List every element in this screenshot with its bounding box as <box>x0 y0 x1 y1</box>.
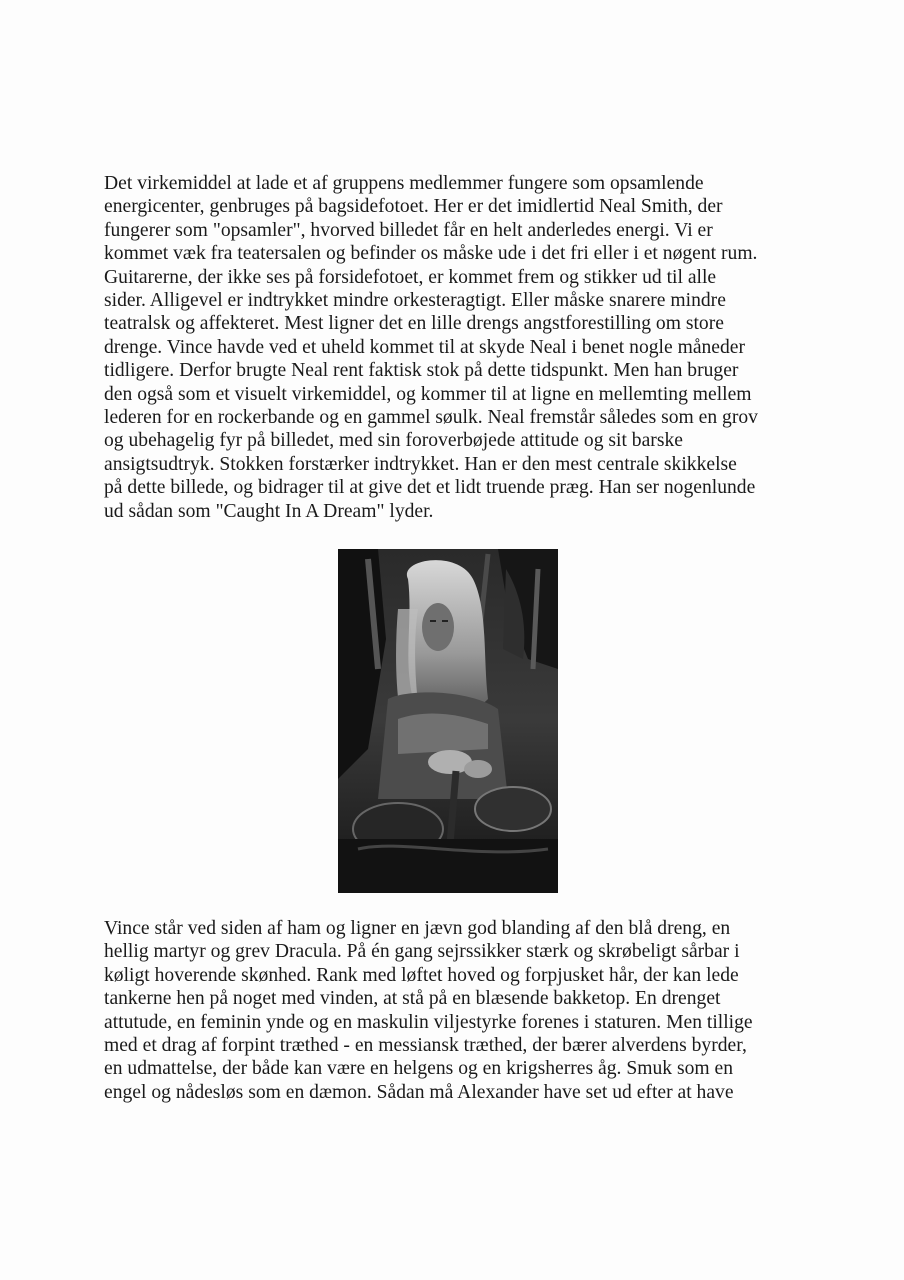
text-line: engel og nådesløs som en dæmon. Sådan må Alexander have set ud efter at have <box>104 1081 734 1103</box>
paragraph-1 <box>104 172 758 523</box>
text-line: energicenter, genbruges på bagsidefotoet. Her er det imidlertid Neal Smith, der <box>104 196 723 218</box>
text-line: attutude, en feminin ynde og en maskulin viljestyrke forenes i staturen. Men tillige <box>104 1011 753 1033</box>
text-line: lederen for en rockerbande og en gammel søulk. Neal fremstår således som en grov <box>104 407 758 429</box>
paragraph-2 <box>104 917 753 1104</box>
text-line: og ubehagelig fyr på billedet, med sin foroverbøjede attitude og sit barske <box>104 430 683 452</box>
text-line: ud sådan som "Caught In A Dream" lyder. <box>104 500 434 522</box>
text-line: drenge. Vince havde ved et uheld kommet til at skyde Neal i benet nogle måneder <box>104 336 746 358</box>
text-line: Vince står ved siden af ham og ligner en jævn god blanding af den blå dreng, en <box>104 918 731 939</box>
text-line: Guitarerne, der ikke ses på forsidefotoet, er kommet frem og stikker ud til alle <box>104 266 717 288</box>
text-line: kommet væk fra teatersalen og befinder os måske ude i det fri eller i et nøgent rum. <box>104 243 758 265</box>
text-line: køligt hoverende skønhed. Rank med løftet hoved og forpjusket hår, der kan lede <box>104 964 739 986</box>
text-line: hellig martyr og grev Dracula. På én gang sejrssikker stærk og skrøbeligt sårbar i <box>104 941 740 963</box>
text-line: tidligere. Derfor brugte Neal rent faktisk stok på dette tidspunkt. Men han bruger <box>104 360 739 382</box>
text-line: en udmattelse, der både kan være en helgens og en krigsherres åg. Smuk som en <box>104 1058 733 1080</box>
text-line: tankerne hen på noget med vinden, at stå på en blæsende bakketop. En drenget <box>104 988 721 1010</box>
text-line: med et drag af forpint træthed - en messiansk træthed, der bærer alverdens byrder, <box>104 1035 747 1057</box>
text-line: på dette billede, og bidrager til at give det et lidt truende præg. Han ser nogenlunde <box>104 477 756 499</box>
text-line: den også som et visuelt virkemiddel, og kommer til at ligne en mellemting mellem <box>104 383 752 405</box>
text-line: fungerer som "opsamler", hvorved billedet får en helt anderledes energi. Vi er <box>104 219 713 241</box>
band-photo-image <box>338 549 558 893</box>
text-line: Det virkemiddel at lade et af gruppens medlemmer fungere som opsamlende <box>104 173 704 194</box>
text-line: sider. Alligevel er indtrykket mindre orkesteragtigt. Eller måske snarere mindre <box>104 290 726 312</box>
text-line: ansigtsudtryk. Stokken forstærker indtrykket. Han er den mest centrale skikkelse <box>104 453 737 475</box>
text-line: teatralsk og affekteret. Mest ligner det en lille drengs angstforestilling om store <box>104 313 724 335</box>
